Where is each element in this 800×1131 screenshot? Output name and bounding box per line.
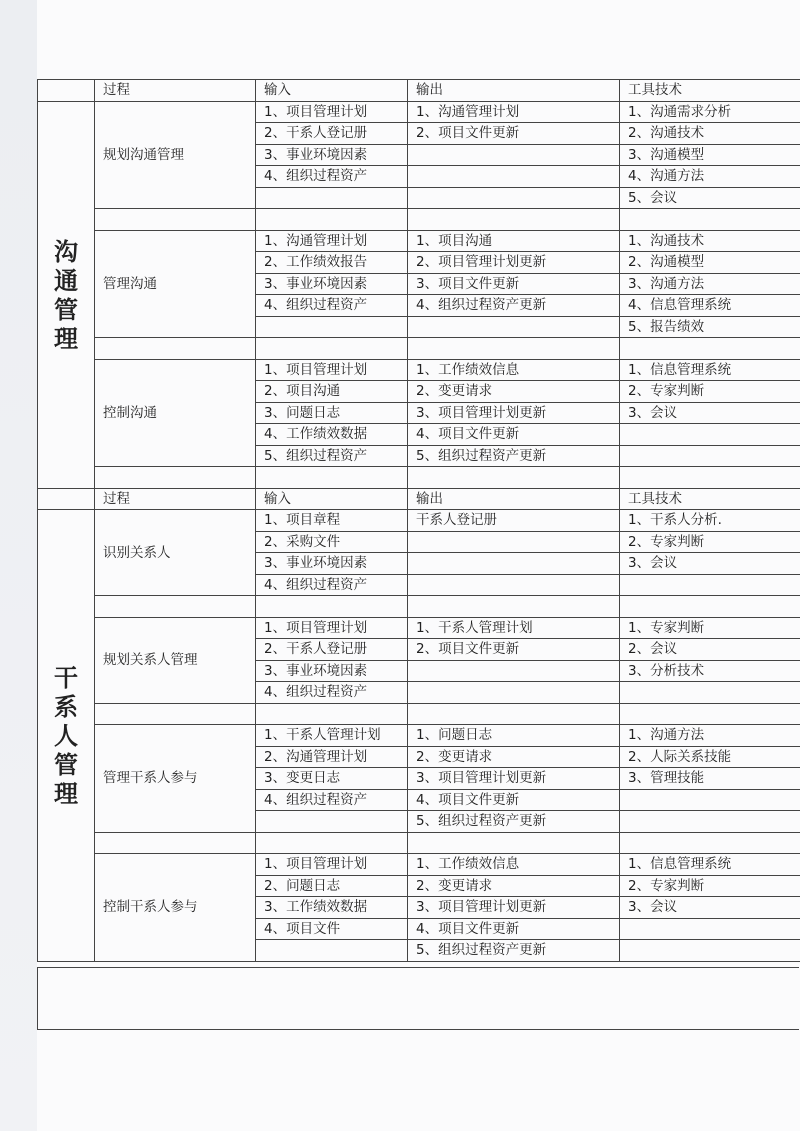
empty-cell <box>408 338 620 360</box>
tool-cell <box>620 424 800 446</box>
spacer-row <box>38 338 800 360</box>
header-blank-cell <box>38 488 95 510</box>
empty-cell <box>620 832 800 854</box>
input-cell: 1、项目管理计划 <box>256 854 408 876</box>
output-cell: 4、项目文件更新 <box>408 918 620 940</box>
tool-cell: 2、人际关系技能 <box>620 746 800 768</box>
header-output: 输出 <box>408 488 620 510</box>
empty-cell <box>408 209 620 231</box>
input-cell: 3、问题日志 <box>256 402 408 424</box>
header-row <box>38 488 800 510</box>
spacer-row <box>38 467 800 489</box>
output-cell: 5、组织过程资产更新 <box>408 811 620 833</box>
spacer-row <box>38 596 800 618</box>
input-cell: 3、事业环境因素 <box>256 144 408 166</box>
input-cell: 4、组织过程资产 <box>256 574 408 596</box>
tool-cell: 4、信息管理系统 <box>620 295 800 317</box>
output-cell: 4、组织过程资产更新 <box>408 295 620 317</box>
tool-cell: 3、会议 <box>620 402 800 424</box>
empty-cell <box>620 338 800 360</box>
output-cell: 2、变更请求 <box>408 381 620 403</box>
tool-cell: 1、沟通方法 <box>620 725 800 747</box>
empty-cell <box>620 467 800 489</box>
tool-cell <box>620 940 800 962</box>
output-cell <box>408 553 620 575</box>
section-title-text: 沟通管理 <box>54 236 78 353</box>
input-cell: 1、项目管理计划 <box>256 359 408 381</box>
empty-cell <box>620 209 800 231</box>
tool-cell: 2、沟通模型 <box>620 252 800 274</box>
output-cell: 1、问题日志 <box>408 725 620 747</box>
output-cell: 4、项目文件更新 <box>408 789 620 811</box>
header-process: 过程 <box>95 488 256 510</box>
empty-cell <box>95 703 256 725</box>
empty-cell <box>256 338 408 360</box>
output-cell <box>408 574 620 596</box>
input-cell: 4、项目文件 <box>256 918 408 940</box>
tool-cell: 2、沟通技术 <box>620 123 800 145</box>
table-row <box>38 359 800 381</box>
output-cell: 1、项目沟通 <box>408 230 620 252</box>
tool-cell <box>620 682 800 704</box>
input-cell: 2、项目沟通 <box>256 381 408 403</box>
tool-cell <box>620 789 800 811</box>
header-row <box>38 80 800 102</box>
table-row <box>38 725 800 747</box>
process-name: 规划关系人管理 <box>95 617 256 703</box>
output-cell: 2、变更请求 <box>408 746 620 768</box>
tool-cell: 2、专家判断 <box>620 531 800 553</box>
input-cell: 4、组织过程资产 <box>256 682 408 704</box>
output-cell: 1、工作绩效信息 <box>408 359 620 381</box>
input-cell: 4、组织过程资产 <box>256 295 408 317</box>
output-cell <box>408 660 620 682</box>
process-table <box>37 79 800 962</box>
table-row <box>38 617 800 639</box>
tool-cell: 2、专家判断 <box>620 381 800 403</box>
input-cell: 4、组织过程资产 <box>256 789 408 811</box>
output-cell: 5、组织过程资产更新 <box>408 940 620 962</box>
output-cell <box>408 531 620 553</box>
tool-cell <box>620 574 800 596</box>
output-cell: 2、变更请求 <box>408 875 620 897</box>
output-cell <box>408 144 620 166</box>
output-cell: 2、项目管理计划更新 <box>408 252 620 274</box>
input-cell: 4、工作绩效数据 <box>256 424 408 446</box>
output-cell: 3、项目管理计划更新 <box>408 768 620 790</box>
tool-cell: 3、会议 <box>620 897 800 919</box>
tool-cell <box>620 445 800 467</box>
tool-cell: 2、会议 <box>620 639 800 661</box>
input-cell: 2、干系人登记册 <box>256 639 408 661</box>
tool-cell: 4、沟通方法 <box>620 166 800 188</box>
empty-cell <box>408 703 620 725</box>
header-input: 输入 <box>256 488 408 510</box>
tool-cell: 1、专家判断 <box>620 617 800 639</box>
empty-cell <box>256 596 408 618</box>
input-cell: 2、采购文件 <box>256 531 408 553</box>
output-cell: 2、项目文件更新 <box>408 639 620 661</box>
empty-cell <box>95 467 256 489</box>
section-title <box>38 101 95 488</box>
output-cell: 4、项目文件更新 <box>408 424 620 446</box>
header-output: 输出 <box>408 80 620 102</box>
empty-cell <box>408 467 620 489</box>
empty-cell <box>256 467 408 489</box>
empty-cell <box>620 596 800 618</box>
input-cell <box>256 187 408 209</box>
input-cell <box>256 316 408 338</box>
input-cell: 1、项目管理计划 <box>256 617 408 639</box>
input-cell <box>256 811 408 833</box>
output-cell <box>408 316 620 338</box>
process-name: 识别关系人 <box>95 510 256 596</box>
empty-cell <box>408 832 620 854</box>
output-cell <box>408 166 620 188</box>
empty-cell <box>95 832 256 854</box>
tool-cell <box>620 918 800 940</box>
spacer-row <box>38 703 800 725</box>
output-cell <box>408 682 620 704</box>
tool-cell: 1、信息管理系统 <box>620 359 800 381</box>
output-cell: 1、工作绩效信息 <box>408 854 620 876</box>
output-cell <box>408 187 620 209</box>
input-cell: 1、干系人管理计划 <box>256 725 408 747</box>
empty-cell <box>620 703 800 725</box>
process-name: 控制干系人参与 <box>95 854 256 962</box>
table-row <box>38 230 800 252</box>
header-input: 输入 <box>256 80 408 102</box>
section-title <box>38 510 95 962</box>
table-row <box>38 101 800 123</box>
empty-cell <box>256 832 408 854</box>
input-cell <box>256 940 408 962</box>
input-cell: 3、工作绩效数据 <box>256 897 408 919</box>
section-title-text: 干系人管理 <box>54 662 78 808</box>
input-cell: 1、项目章程 <box>256 510 408 532</box>
output-cell: 3、项目管理计划更新 <box>408 897 620 919</box>
input-cell: 4、组织过程资产 <box>256 166 408 188</box>
tool-cell: 2、专家判断 <box>620 875 800 897</box>
tool-cell <box>620 811 800 833</box>
spacer-row <box>38 209 800 231</box>
empty-cell <box>408 596 620 618</box>
tool-cell: 5、报告绩效 <box>620 316 800 338</box>
empty-cell <box>256 209 408 231</box>
table-row <box>38 510 800 532</box>
input-cell: 2、问题日志 <box>256 875 408 897</box>
tool-cell: 3、分析技术 <box>620 660 800 682</box>
tool-cell: 3、沟通模型 <box>620 144 800 166</box>
empty-cell <box>256 703 408 725</box>
header-tools: 工具技术 <box>620 488 800 510</box>
tool-cell: 5、会议 <box>620 187 800 209</box>
output-cell: 2、项目文件更新 <box>408 123 620 145</box>
output-cell: 3、项目管理计划更新 <box>408 402 620 424</box>
bottom-empty-box <box>37 967 799 1030</box>
output-cell: 3、项目文件更新 <box>408 273 620 295</box>
input-cell: 2、干系人登记册 <box>256 123 408 145</box>
process-name: 管理干系人参与 <box>95 725 256 833</box>
header-blank-cell <box>38 80 95 102</box>
input-cell: 2、工作绩效报告 <box>256 252 408 274</box>
tool-cell: 1、沟通技术 <box>620 230 800 252</box>
process-name: 规划沟通管理 <box>95 101 256 209</box>
input-cell: 3、事业环境因素 <box>256 273 408 295</box>
input-cell: 2、沟通管理计划 <box>256 746 408 768</box>
header-tools: 工具技术 <box>620 80 800 102</box>
header-process: 过程 <box>95 80 256 102</box>
tool-cell: 1、干系人分析. <box>620 510 800 532</box>
output-cell: 1、沟通管理计划 <box>408 101 620 123</box>
empty-cell <box>95 338 256 360</box>
process-name: 控制沟通 <box>95 359 256 467</box>
input-cell: 3、变更日志 <box>256 768 408 790</box>
input-cell: 1、沟通管理计划 <box>256 230 408 252</box>
spacer-row <box>38 832 800 854</box>
tool-cell: 1、信息管理系统 <box>620 854 800 876</box>
output-cell: 1、干系人管理计划 <box>408 617 620 639</box>
empty-cell <box>95 209 256 231</box>
input-cell: 3、事业环境因素 <box>256 660 408 682</box>
input-cell: 5、组织过程资产 <box>256 445 408 467</box>
table-row <box>38 854 800 876</box>
process-name: 管理沟通 <box>95 230 256 338</box>
tool-cell: 3、管理技能 <box>620 768 800 790</box>
input-cell: 1、项目管理计划 <box>256 101 408 123</box>
empty-cell <box>95 596 256 618</box>
tool-cell: 3、沟通方法 <box>620 273 800 295</box>
output-cell: 干系人登记册 <box>408 510 620 532</box>
input-cell: 3、事业环境因素 <box>256 553 408 575</box>
tool-cell: 1、沟通需求分析 <box>620 101 800 123</box>
output-cell: 5、组织过程资产更新 <box>408 445 620 467</box>
tool-cell: 3、会议 <box>620 553 800 575</box>
